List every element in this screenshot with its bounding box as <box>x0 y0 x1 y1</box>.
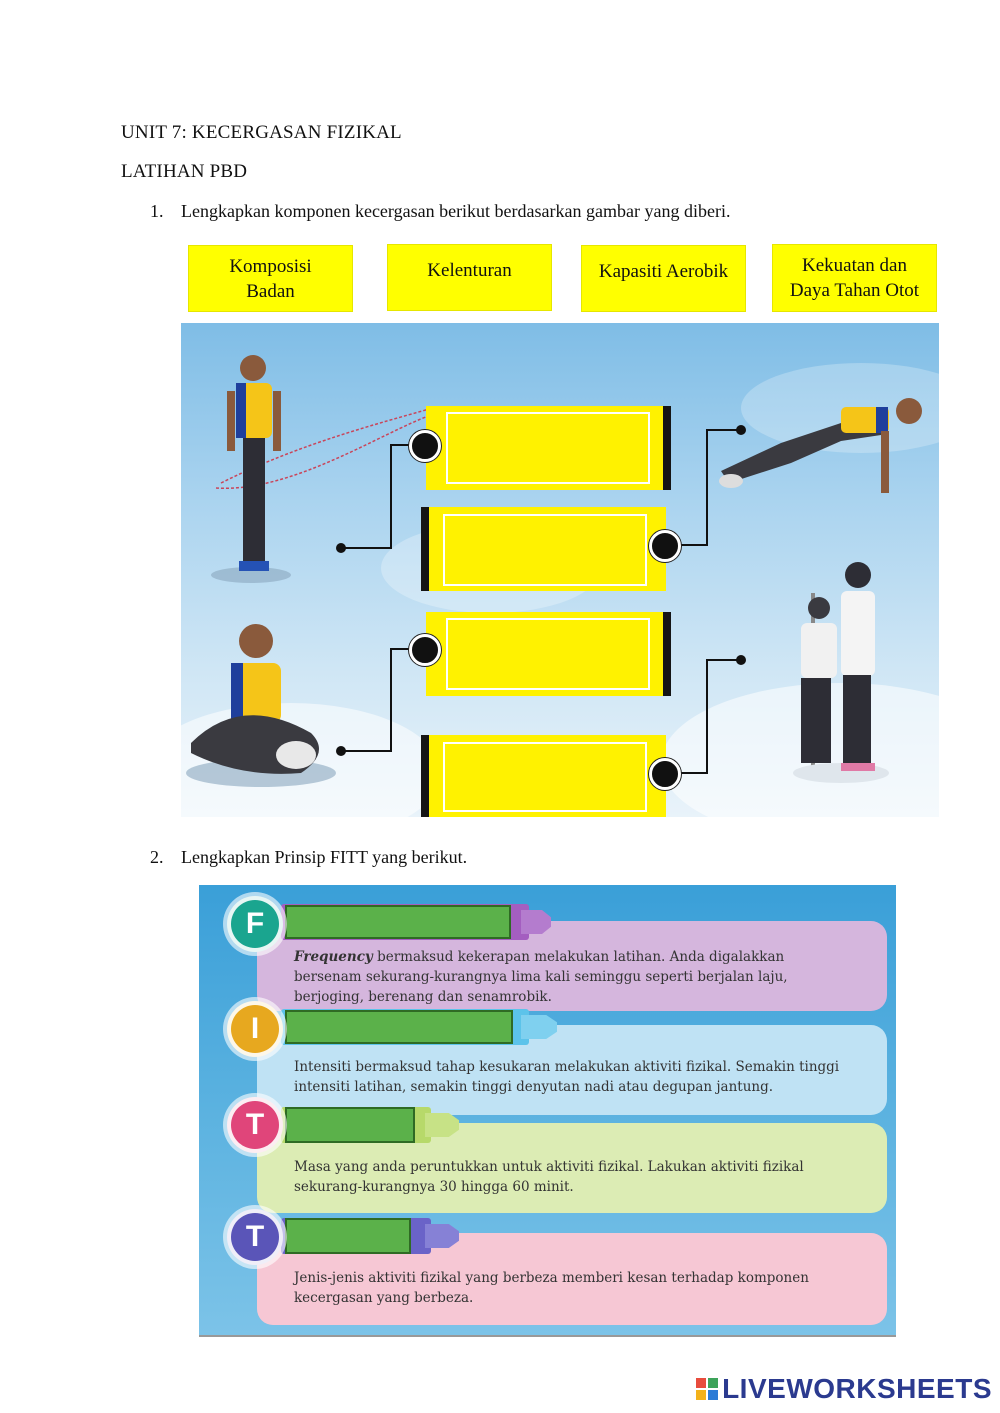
type-description <box>294 1268 854 1308</box>
option-line: Daya Tahan Otot <box>789 280 920 301</box>
letter-f-badge <box>227 896 283 952</box>
intensity-description <box>294 1057 869 1097</box>
frequency-text: bermaksud kekerapan melakukan latihan. Anda digalakkan bersenam sekurang-kurangnya lima kali seminggu seperti berjalan laju, berjoging, berenang dan senamrobik. <box>294 949 788 1005</box>
option-line: Komposisi <box>229 255 312 277</box>
option-kekuatan-daya-tahan-otot[interactable] <box>772 244 937 312</box>
type-text: Jenis-jenis aktiviti fizikal yang berbeza memberi kesan terhadap komponen kecergasan yang berbeza. <box>294 1270 809 1306</box>
option-komposisi-badan[interactable] <box>188 245 353 312</box>
answer-box-i[interactable] <box>285 1010 513 1044</box>
option-line: Kelenturan <box>427 260 512 281</box>
letter: I <box>250 1012 260 1045</box>
answer-box-f[interactable] <box>285 905 511 939</box>
option-line: Badan <box>246 280 295 302</box>
letter-t-badge <box>227 1209 283 1265</box>
liveworksheets-logo[interactable] <box>696 1373 992 1405</box>
frequency-bold: Frequency <box>294 949 373 965</box>
time-description <box>294 1157 854 1197</box>
frequency-description <box>294 947 854 1007</box>
letter: T <box>245 1108 265 1141</box>
option-kelenturan[interactable] <box>387 244 552 311</box>
time-text: Masa yang anda peruntukkan untuk aktiviti fizikal. Lakukan aktiviti fizikal sekurang-kurangnya 30 hingga 60 minit. <box>294 1159 804 1195</box>
fitness-illustration-panel <box>181 323 939 817</box>
logo-text: LIVEWORKSHEETS <box>722 1373 992 1404</box>
letter-t-badge <box>227 1097 283 1153</box>
letter: T <box>245 1220 265 1253</box>
question-2-text: Lengkapkan Prinsip FITT yang berikut. <box>181 847 468 867</box>
student-figures <box>181 323 939 817</box>
answer-box-t1[interactable] <box>285 1107 415 1143</box>
letter: F <box>245 907 265 940</box>
unit-title: UNIT 7: KECERGASAN FIZIKAL <box>121 122 402 143</box>
logo-icon <box>696 1378 718 1400</box>
question-2-number: 2. <box>150 847 164 867</box>
option-line: Kapasiti Aerobik <box>598 261 729 282</box>
intensity-text: Intensiti bermaksud tahap kesukaran melakukan aktiviti fizikal. Semakin tinggi intensiti latihan, semakin tinggi denyutan nadi atau degupan jantung. <box>294 1059 840 1095</box>
exercise-subtitle: LATIHAN PBD <box>121 161 248 182</box>
question-1-number: 1. <box>150 201 164 221</box>
option-kapasiti-aerobik[interactable] <box>581 245 746 312</box>
question-1-text: Lengkapkan komponen kecergasan berikut berdasarkan gambar yang diberi. <box>181 201 731 221</box>
answer-box-t2[interactable] <box>285 1218 411 1254</box>
fitt-principle-panel <box>199 885 896 1337</box>
option-line: Kekuatan dan <box>802 255 907 276</box>
letter-i-badge <box>227 1001 283 1057</box>
